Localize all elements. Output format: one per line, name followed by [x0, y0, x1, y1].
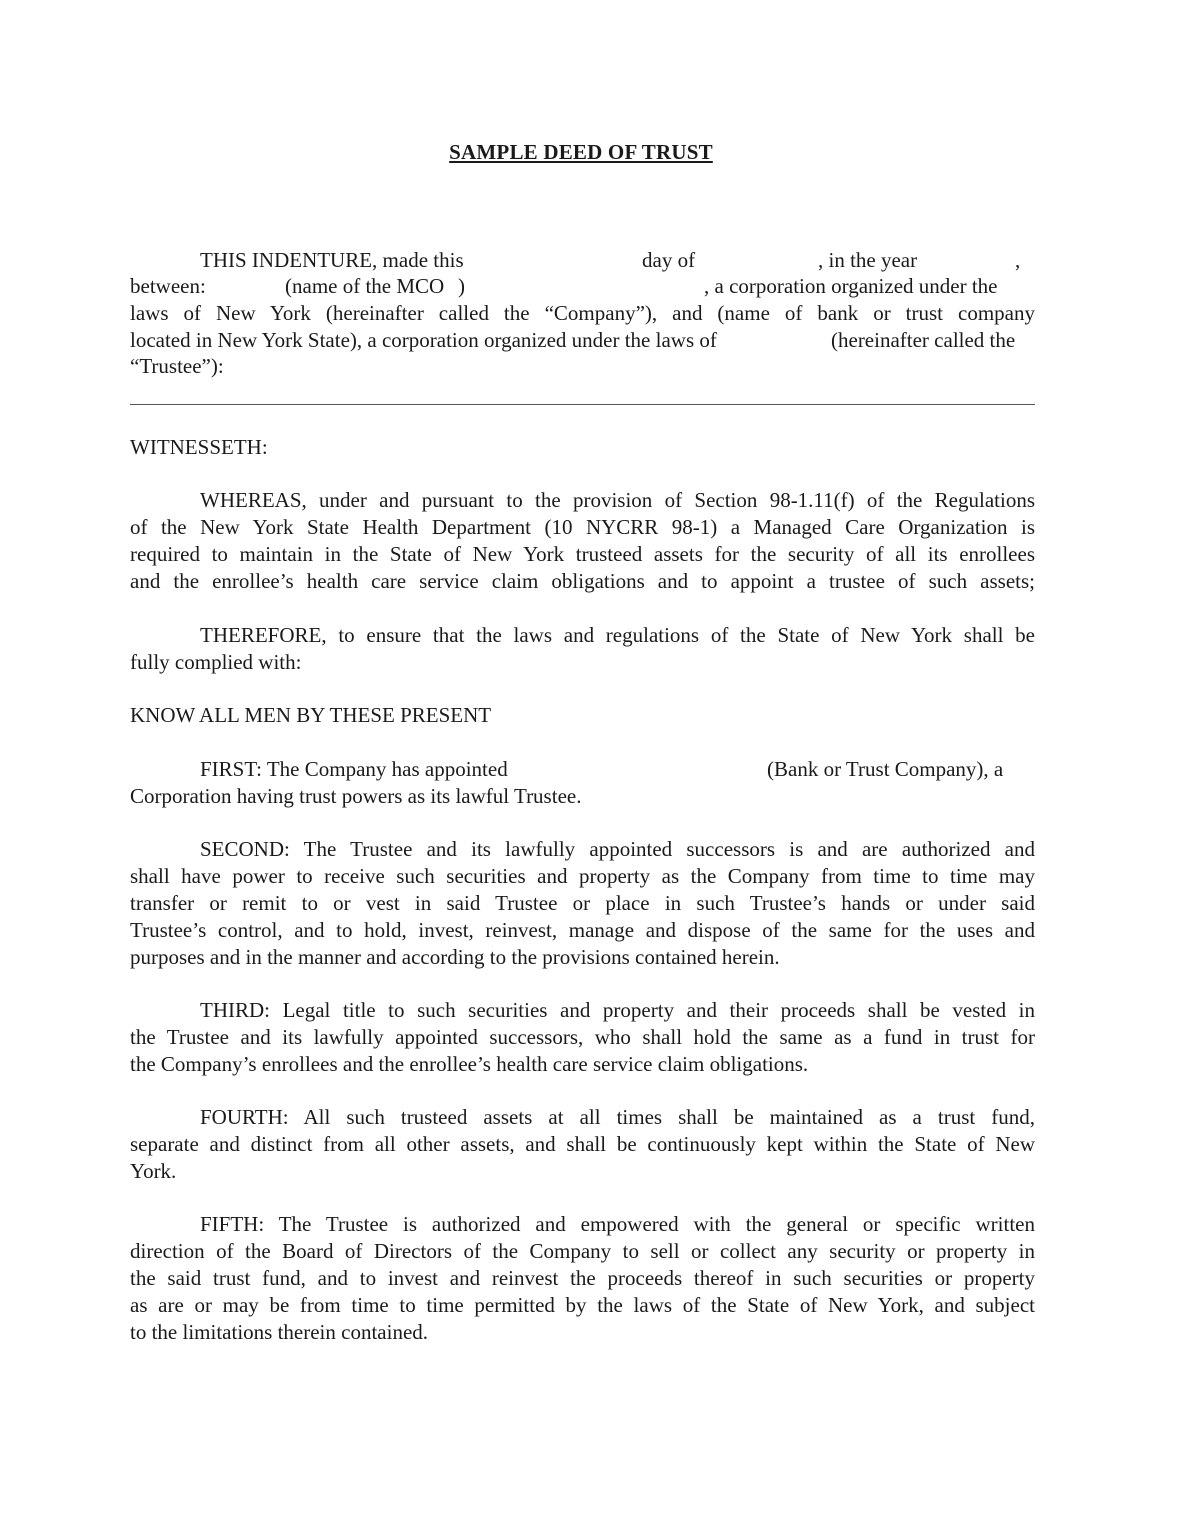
second-line-2: shall have power to receive such securities and property as the Company from time to time may	[130, 864, 1035, 888]
indenture-hereinafter-trustee: (hereinafter called the	[831, 328, 1016, 352]
indenture-mco-close: )	[458, 274, 465, 298]
whereas-line-2: of the New York State Health Department (10 NYCRR 98-1) a Managed Care Organization is	[130, 515, 1035, 539]
fifth-line-3: the said trust fund, and to invest and reinvest the proceeds thereof in such securities or property	[130, 1266, 1035, 1290]
know-all-men-heading: KNOW ALL MEN BY THESE PRESENT	[130, 703, 492, 727]
fifth-line-5: to the limitations therein contained.	[130, 1320, 429, 1344]
indenture-comma: ,	[1015, 248, 1021, 272]
indenture-between: between:	[130, 274, 206, 298]
indenture-day-of: day of	[642, 248, 696, 272]
third-line-1: THIRD: Legal title to such securities and property and their proceeds shall be vested in	[200, 998, 1035, 1022]
fourth-line-3: York.	[130, 1159, 177, 1183]
second-line-4: Trustee’s control, and to hold, invest, reinvest, manage and dispose of the same for the uses and	[130, 918, 1035, 942]
indenture-line-3: laws of New York (hereinafter called the “Company”), and (name of bank or trust company	[130, 301, 1035, 325]
second-line-1: SECOND: The Trustee and its lawfully appointed successors is and are authorized and	[200, 837, 1035, 861]
indenture-mco-placeholder: (name of the MCO	[285, 274, 445, 298]
second-line-5: purposes and in the manner and according to the provisions contained herein.	[130, 945, 780, 969]
indenture-corporation-organized: , a corporation organized under the	[704, 274, 998, 298]
indenture-line-5: “Trustee”):	[130, 354, 224, 378]
first-bank-or-trust: (Bank or Trust Company), a	[767, 757, 1004, 781]
third-line-3: the Company’s enrollees and the enrollee’s health care service claim obligations.	[130, 1052, 809, 1076]
indenture-located-in: located in New York State), a corporation organized under the laws of	[130, 328, 717, 352]
whereas-line-1: WHEREAS, under and pursuant to the provision of Section 98-1.11(f) of the Regulations	[200, 488, 1035, 512]
fifth-line-4: as are or may be from time to time permitted by the laws of the State of New York, and subject	[130, 1293, 1035, 1317]
document-title: SAMPLE DEED OF TRUST	[449, 140, 713, 164]
therefore-line-1: THEREFORE, to ensure that the laws and regulations of the State of New York shall be	[200, 623, 1035, 647]
indenture-in-the-year: , in the year	[818, 248, 918, 272]
whereas-line-4: and the enrollee’s health care service claim obligations and to appoint a trustee of such assets;	[130, 569, 1035, 593]
separator-line	[130, 404, 1035, 405]
witnesseth-heading: WITNESSETH:	[130, 435, 268, 459]
first-line-2: Corporation having trust powers as its lawful Trustee.	[130, 784, 582, 808]
first-line-1	[130, 756, 1035, 783]
first-appointed: FIRST: The Company has appointed	[200, 757, 508, 781]
indenture-line-4	[130, 327, 1035, 354]
fourth-line-1: FOURTH: All such trusteed assets at all times shall be maintained as a trust fund,	[200, 1105, 1035, 1129]
whereas-line-3: required to maintain in the State of New York trusteed assets for the security of all its enrollees	[130, 542, 1035, 566]
indenture-line-1	[130, 247, 1035, 274]
second-line-3: transfer or remit to or vest in said Trustee or place in such Trustee’s hands or under said	[130, 891, 1035, 915]
indenture-made-this: THIS INDENTURE, made this	[200, 248, 464, 272]
fifth-line-2: direction of the Board of Directors of the Company to sell or collect any security or property in	[130, 1239, 1035, 1263]
fifth-line-1: FIFTH: The Trustee is authorized and empowered with the general or specific written	[200, 1212, 1035, 1236]
indenture-line-2	[130, 273, 1035, 300]
fourth-line-2: separate and distinct from all other assets, and shall be continuously kept within the State of New	[130, 1132, 1035, 1156]
third-line-2: the Trustee and its lawfully appointed successors, who shall hold the same as a fund in trust for	[130, 1025, 1035, 1049]
therefore-line-2: fully complied with:	[130, 650, 302, 674]
